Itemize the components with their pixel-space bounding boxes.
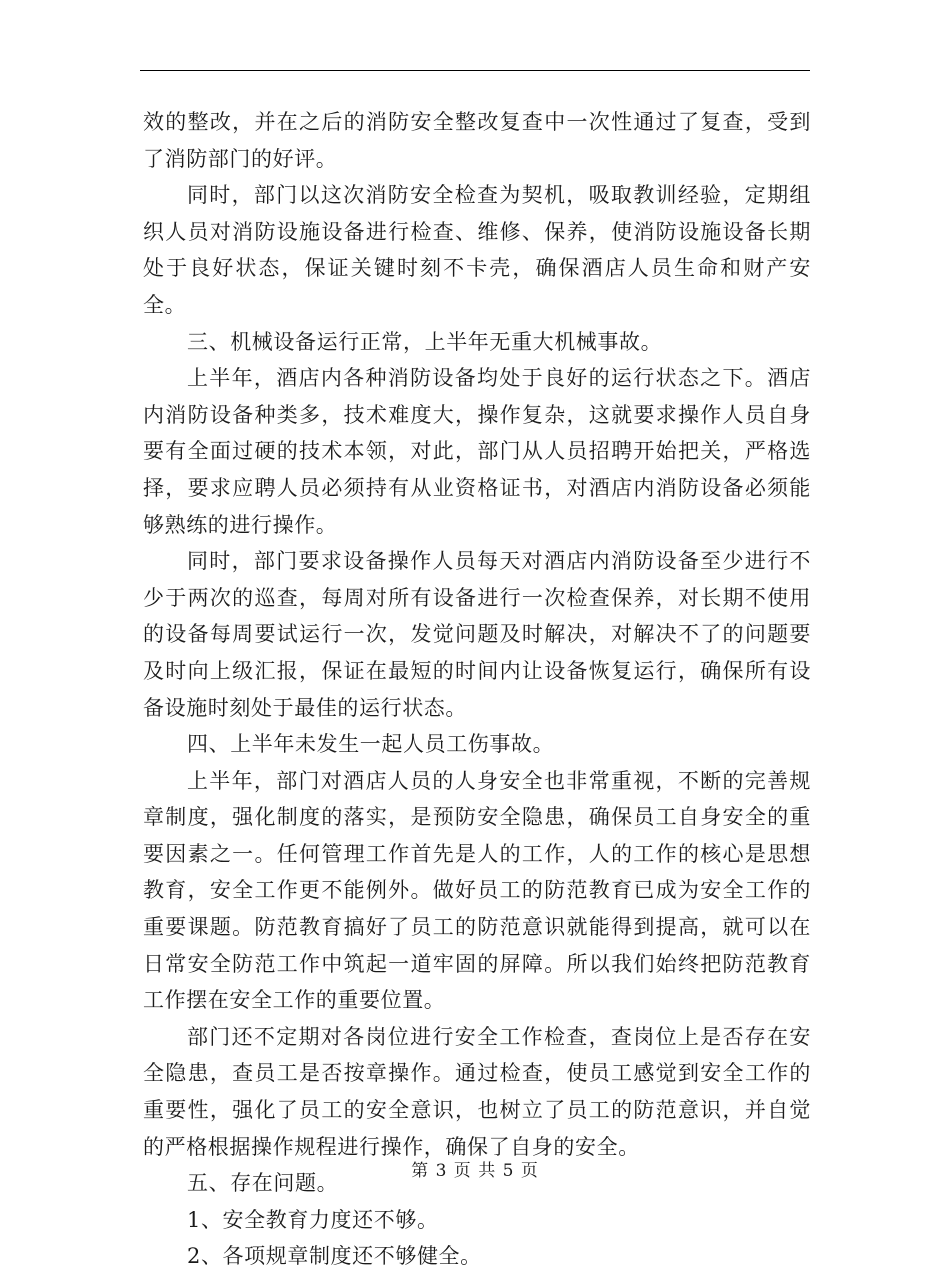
paragraph-continuation: 效的整改，并在之后的消防安全整改复查中一次性通过了复查，受到了消防部门的好评。 [143, 110, 811, 171]
section-heading: 三、机械设备运行正常，上半年无重大机械事故。 [187, 329, 663, 354]
section-heading: 四、上半年未发生一起人员工伤事故。 [187, 732, 555, 757]
paragraph: 同时，部门以这次消防安全检查为契机，吸取教训经验，定期组织人员对消防设施设备进行检查、维修、保养，使消防设施设备长期处于良好状态，保证关键时刻不卡壳，确保酒店人员生命和财产安全。 [143, 183, 811, 317]
paragraph: 部门还不定期对各岗位进行安全工作检查，查岗位上是否存在安全隐患，查员工是否按章操作。通过检查，使员工感觉到安全工作的重要性，强化了员工的安全意识，也树立了员工的防范意识，并自觉的严格根据操作规程进行操作，确保了自身的安全。 [143, 1024, 811, 1159]
paragraph: 上半年，酒店内各种消防设备均处于良好的运行状态之下。酒店内消防设备种类多，技术难度大，操作复杂，这就要求操作人员自身要有全面过硬的技术本领，对此，部门从人员招聘开始把关，严格选择，要求应聘人员必须持有从业资格证书，对酒店内消防设备必须能够熟练的进行操作。 [143, 366, 811, 537]
list-item: 2、各项规章制度还不够健全。 [187, 1244, 482, 1269]
section-heading: 五、存在问题。 [187, 1171, 339, 1196]
page-number-footer: 第 3 页 共 5 页 [411, 1161, 539, 1181]
paragraph: 上半年，部门对酒店人员的人身安全也非常重视，不断的完善规章制度，强化制度的落实，是预防安全隐患，确保员工自身安全的重要因素之一。任何管理工作首先是人的工作，人的工作的核心是思想教育，安全工作更不能例外。做好员工的防范教育已成为安全工作的重要课题。防范教育搞好了员工的防范意识就能得到提高，就可以在日常安全防范工作中筑起一道牢固的屏障。所以我们始终把防范教育工作摆在安全工作的重要位置。 [143, 768, 811, 1013]
header-rule [140, 70, 810, 71]
paragraph: 同时，部门要求设备操作人员每天对酒店内消防设备至少进行不少于两次的巡查，每周对所有设备进行一次检查保养，对长期不使用的设备每周要试运行一次，发觉问题及时解决，对解决不了的问题要及时向上级汇报，保证在最短的时间内让设备恢复运行，确保所有设备设施时刻处于最佳的运行状态。 [143, 549, 811, 720]
document-body [143, 104, 811, 1275]
list-item: 1、安全教育力度还不够。 [187, 1207, 439, 1232]
